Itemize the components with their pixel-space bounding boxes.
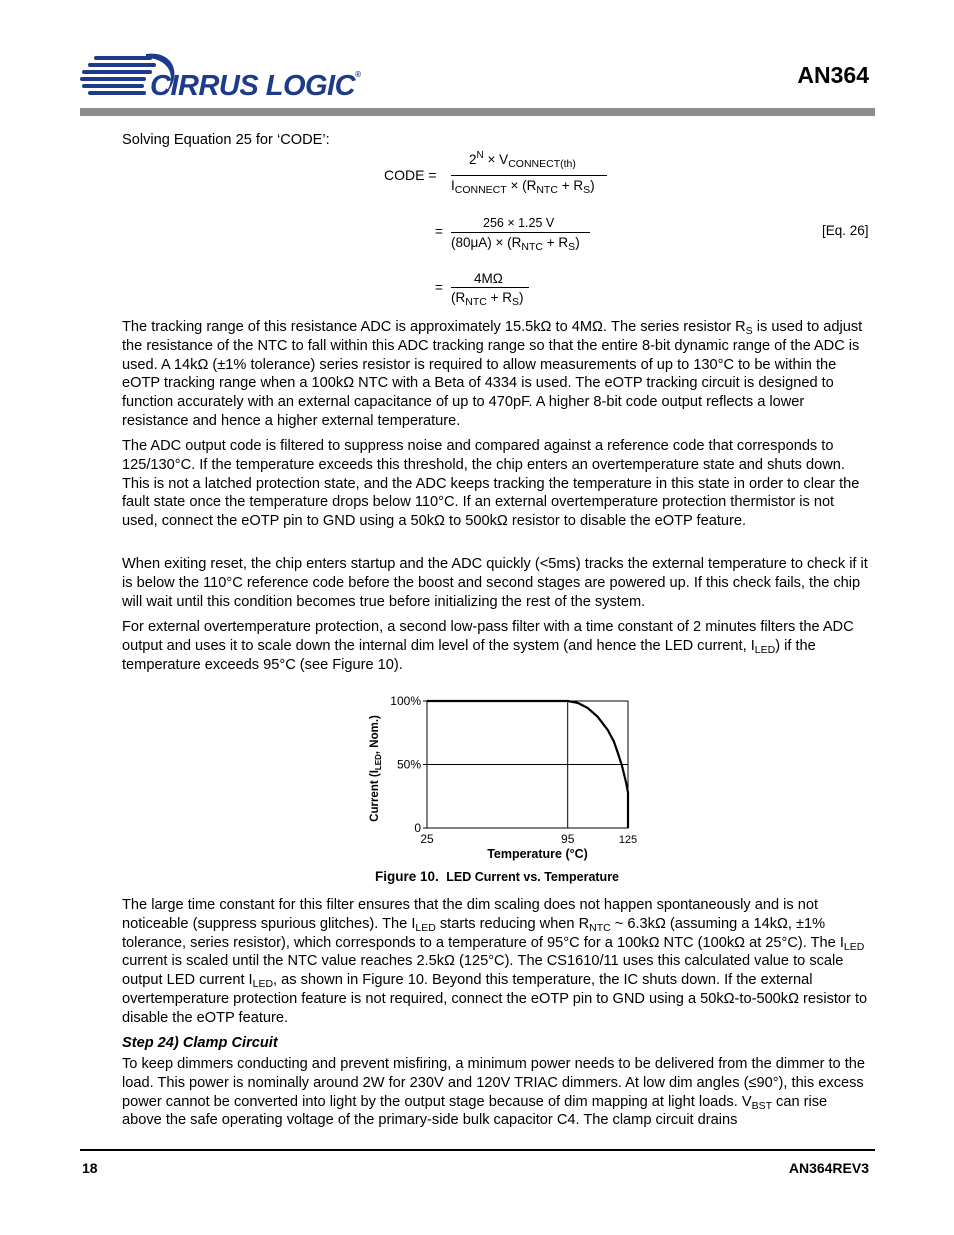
equation-2-numerator: 256 × 1.25 V [483, 216, 555, 230]
equation-label: [Eq. 26] [822, 223, 869, 238]
figure-title: LED Current vs. Temperature [446, 870, 620, 884]
equation-lhs: CODE = [384, 167, 437, 183]
equation-1-denominator: $I_{CONNECT} \times (R_{NTC} + R_S)$ [451, 178, 595, 196]
equation-3-denominator: $(R_{NTC} + R_S)$ [451, 290, 524, 308]
y-tick-label: 100% [390, 694, 421, 708]
equation-1-numerator: $2^N \times V_{CONNECT(th)}$ [469, 150, 576, 170]
equation-1-fraction-bar [451, 175, 607, 176]
equation-2-denominator: $(80\mu A) \times (R_{NTC} + R_S)$ [451, 235, 580, 253]
intro-text: Solving Equation 25 for ‘CODE’: [122, 132, 330, 148]
header-rule [80, 108, 875, 116]
figure-number: Figure 10. [374, 869, 439, 884]
figure-caption [0, 869, 954, 884]
x-tick-label: 95 [561, 832, 575, 846]
led-current-chart [360, 688, 650, 868]
y-tick-label: 50% [396, 757, 421, 772]
paragraph-exiting-reset: When exiting reset, the chip enters startup and the ADC quickly (<5ms) tracks the external temperature to check if it is below the 110°C reference code before the boost and second stages are powered up. If this check fails, the chip will wait until this condition becomes true before initializing the rest of the system. [122, 556, 868, 610]
x-tick-label: 25 [420, 832, 434, 846]
paragraph-clamp-circuit: To keep dimmers conducting and prevent misfiring, a minimum power needs to be delivered from the dimmer to the load. This power is nominally around 2W for 230V and 120V TRIAC dimmers. At low dim angles (≤90°), this excess power cannot be converted into light by the output stage because of dim mapping at light loads. $V_{BST}$ can rise above the safe operating voltage of the primary-side bulk capacitor C4. The clamp circuit drains [122, 1056, 866, 1129]
paragraph-adc-filter: The ADC output code is filtered to suppress noise and compared against a reference code that corresponds to 125/130°C. If the temperature exceeds this threshold, the chip enters an overtemperature state and shuts down. This is not a latched protection state, and the ADC keeps tracking the temperature in this state in order to clear the fault state once the temperature drops below 110°C. If an external overtemperature protection thermistor is not used, connect the eOTP pin to GND using a 50kΩ to 500kΩ resistor to disable the eOTP feature. [122, 438, 860, 530]
x-tick-label: 125 [618, 834, 638, 846]
equation-3-fraction-bar [451, 287, 529, 288]
paragraph-tracking-range: The tracking range of this resistance ADC is approximately 15.5kΩ to 4MΩ. The series resistor $R_S$ is used to adjust the resistance of the NTC to fall within this ADC tracking range so that the entire 8-bit dynamic range of the ADC is used. A 14kΩ (±1% tolerance) series resistor is required to allow measurements of up to 130°C to be within the eOTP tracking range when a 100kΩ NTC with a Beta of 4334 is used. The eOTP tracking circuit is designed to function accurately with an external capacitance of up to 470pF. A higher 8-bit code output reflects a lower resistance and hence a higher external temperature. [122, 319, 863, 429]
y-tick-label: 0 [414, 821, 421, 835]
document-revision: AN364REV3 [788, 1160, 869, 1176]
brand-name: CIRRUS LOGIC® [150, 70, 361, 102]
document-id: AN364 [797, 62, 869, 88]
paragraph-overtemp-protection: For external overtemperature protection, a second low-pass filter with a time constant of 2 minutes filters the ADC output and uses it to scale down the internal dim level of the system (and hence the LED current, $I_{LED}$) if the temperature exceeds 95°C (see Figure 10). [122, 619, 854, 673]
equation-3-eq-sign: = [435, 280, 443, 295]
x-axis-label: Temperature (°C) [487, 847, 588, 861]
page-number: 18 [82, 1160, 98, 1176]
equation-2-eq-sign: = [435, 224, 443, 239]
step-heading: Step 24) Clamp Circuit [122, 1035, 278, 1051]
equation-3-numerator: 4MΩ [474, 271, 503, 286]
equation-2-fraction-bar [451, 232, 590, 233]
registered-mark: ® [355, 70, 361, 79]
y-axis-label: Current ($I_{LED}$, Nom.) [369, 715, 383, 822]
footer-rule [80, 1149, 875, 1151]
paragraph-time-constant: The large time constant for this filter ensures that the dim scaling does not happen spontaneously and is not noticeable (suppress spurious glitches). The $I_{LED}$ starts reducing when $R_{NTC}$ ~ 6.3kΩ (assuming a 14kΩ, ±1% tolerance, series resistor), which corresponds to a temperature of 95°C for a 100kΩ NTC (100kΩ at 25°C). The $I_{LED}$ current is scaled until the NTC value reaches 2.5kΩ (125°C). The CS1610/11 uses this calculated value to scale output LED current $I_{LED}$, as shown in Figure 10. Beyond this temperature, the IC shuts down. If the external overtemperature protection feature is not required, connect the eOTP pin to GND using a 50kΩ-to-500kΩ resistor to disable the eOTP feature. [122, 897, 868, 1026]
